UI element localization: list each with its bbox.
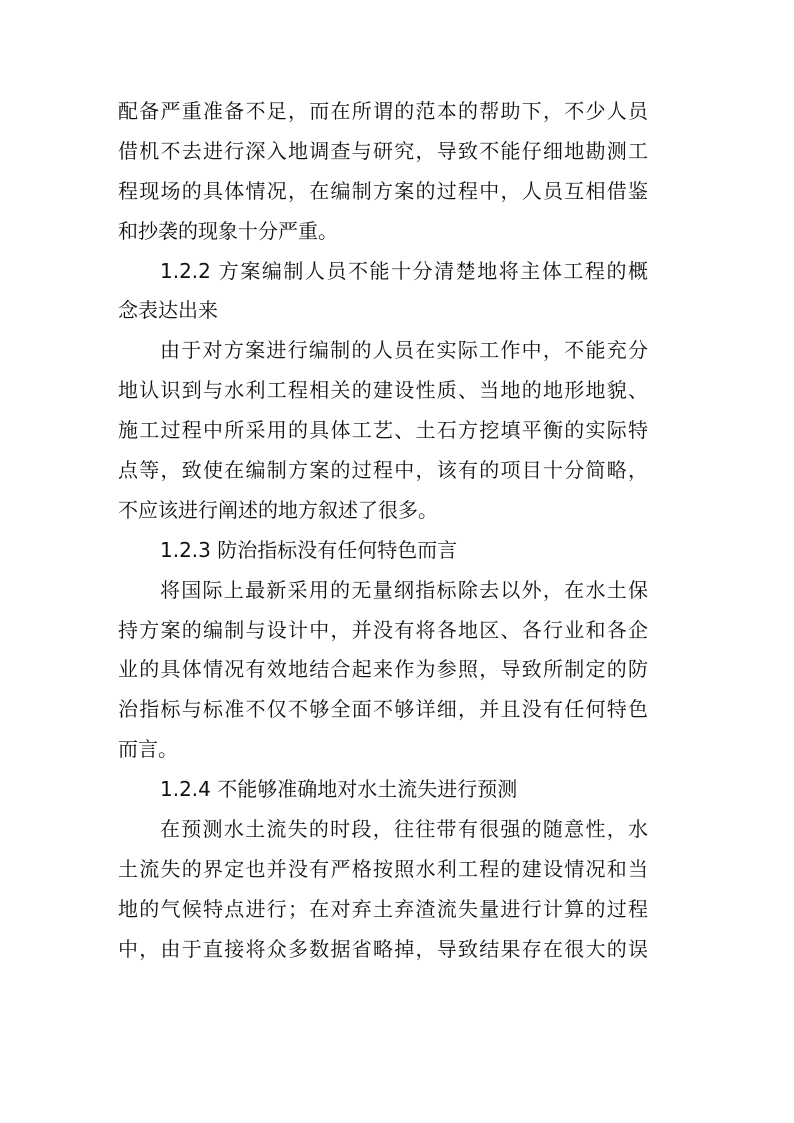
paragraph-line: 配备严重准备不足，而在所谓的范本的帮助下，不少人员	[118, 99, 648, 123]
section-heading-continuation: 念表达出来	[118, 298, 218, 323]
paragraph-line: 业的具体情况有效地结合起来作为参照，导致所制定的防	[118, 657, 648, 682]
paragraph-line: 由于对方案进行编制的人员在实际工作中，不能充分	[160, 338, 648, 363]
section-heading-1-2-3: 1.2.3 防治指标没有任何特色而言	[160, 537, 458, 562]
paragraph-line: 土流失的界定也并没有严格按照水利工程的建设情况和当	[118, 856, 648, 881]
paragraph-line: 不应该进行阐述的地方叙述了很多。	[118, 497, 438, 522]
paragraph-line: 而言。	[118, 737, 178, 762]
paragraph-line: 将国际上最新采用的无量纲指标除去以外，在水土保	[160, 577, 648, 602]
paragraph-line: 施工过程中所采用的具体工艺、土石方挖填平衡的实际特	[118, 418, 648, 443]
paragraph-line: 持方案的编制与设计中，并没有将各地区、各行业和各企	[118, 617, 648, 642]
paragraph-line: 借机不去进行深入地调查与研究，导致不能仔细地勘测工	[118, 138, 648, 163]
section-heading-1-2-2: 1.2.2 方案编制人员不能十分清楚地将主体工程的概	[160, 258, 648, 283]
paragraph-line: 程现场的具体情况，在编制方案的过程中，人员互相借鉴	[118, 178, 648, 203]
paragraph-line: 地认识到与水利工程相关的建设性质、当地的地形地貌、	[118, 378, 648, 403]
paragraph-line: 地的气候特点进行；在对弃土弃渣流失量进行计算的过程	[118, 896, 648, 921]
paragraph-line: 在预测水土流失的时段，往往带有很强的随意性，水	[160, 817, 648, 842]
paragraph-line: 治指标与标准不仅不够全面不够详细，并且没有任何特色	[118, 697, 648, 722]
paragraph-line: 中，由于直接将众多数据省略掉，导致结果存在很大的误	[118, 936, 648, 961]
paragraph-line: 和抄袭的现象十分严重。	[118, 218, 338, 243]
document-page	[118, 92, 648, 970]
paragraph-line: 点等，致使在编制方案的过程中，该有的项目十分简略，	[118, 458, 648, 483]
section-heading-1-2-4: 1.2.4 不能够准确地对水土流失进行预测	[160, 777, 518, 802]
